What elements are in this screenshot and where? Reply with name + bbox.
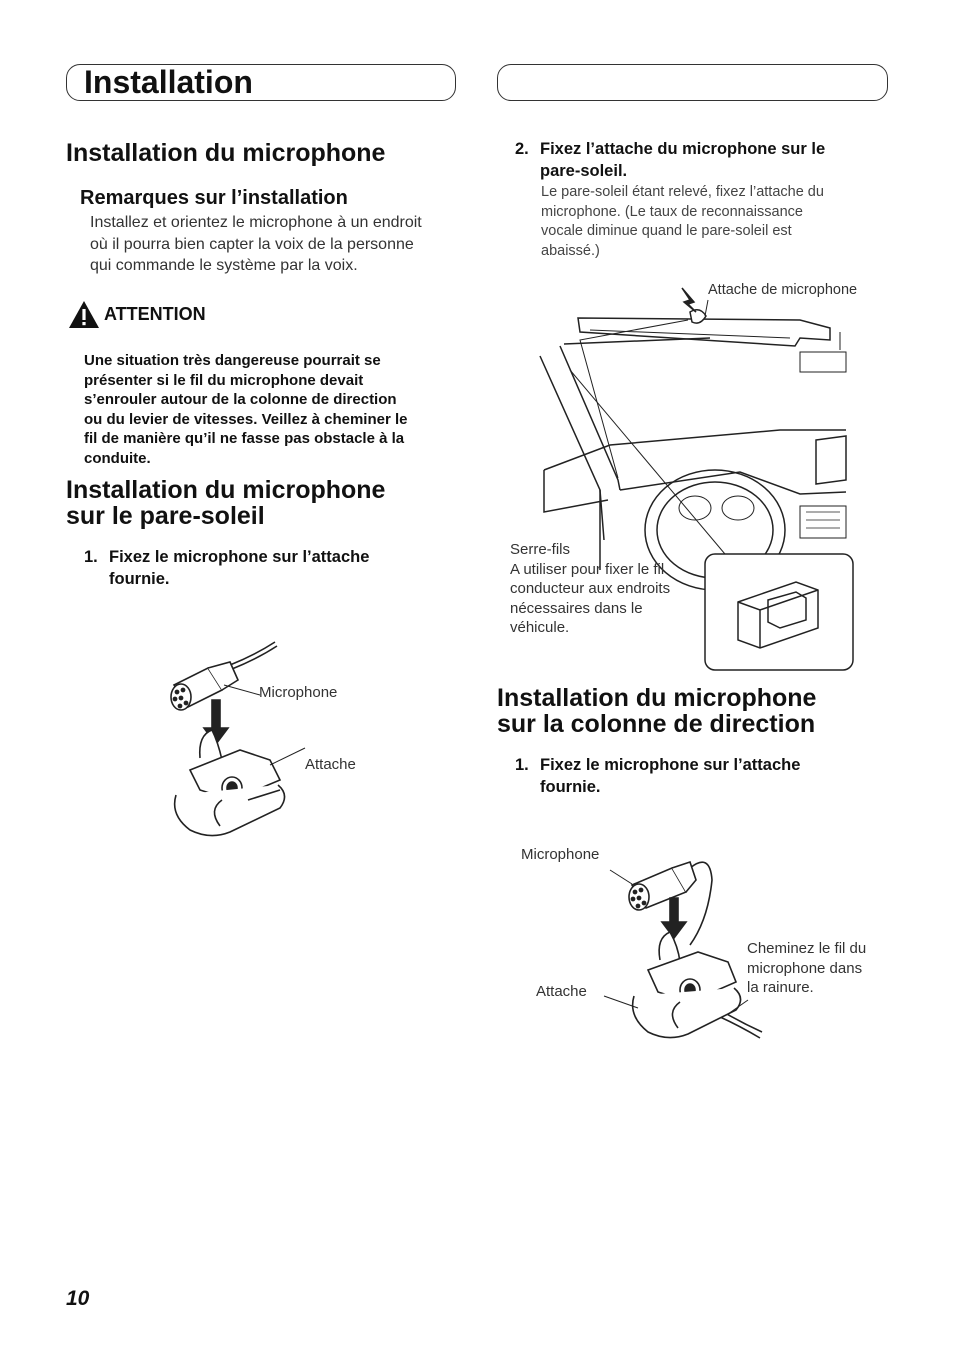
heading-visor-install: Installation du microphone sur le pare-soleil bbox=[66, 476, 386, 530]
step-2-visor: 2. Fixez l’attache du microphone sur le pare-soleil. bbox=[515, 140, 826, 180]
step-2-description: Le pare-soleil étant relevé, fixez l’attache du microphone. (Le taux de reconnaissance vocale diminue quand le pare-soleil est abaissé.) bbox=[541, 184, 824, 259]
fig1-label-attache: Attache bbox=[305, 756, 356, 773]
section-tab-empty bbox=[497, 64, 888, 101]
mic-clip-illustration bbox=[160, 630, 360, 850]
fig3-label-route-cable: Cheminez le fil du microphone dans la rainure. bbox=[747, 940, 867, 996]
subheading-install-notes: Remarques sur l’installation bbox=[80, 187, 348, 209]
fig2-label-serre-fils: Serre-fils A utiliser pour fixer le fil conducteur aux endroits nécessaires dans le véhicule. bbox=[510, 541, 671, 636]
fig3-label-microphone: Microphone bbox=[521, 846, 600, 863]
fig1-label-microphone: Microphone bbox=[259, 684, 338, 701]
fig3-label-attache: Attache bbox=[536, 983, 587, 1000]
step-1-visor: 1. Fixez le microphone sur l’attache fournie. bbox=[84, 548, 370, 588]
fig2-label-mic-clip: Attache de microphone bbox=[708, 282, 858, 298]
page-title: Installation bbox=[84, 64, 253, 100]
caution-text: Une situation très dangereuse pourrait se présenter si le fil du microphone devait s’enrouler autour de la colonne de direction ou du levier de vitesses. Veillez à cheminer le fil de manière qu’il ne fasse pas obstacle à la conduite. bbox=[84, 352, 408, 467]
caution-label: ATTENTION bbox=[104, 304, 206, 324]
page-number: 10 bbox=[66, 1287, 90, 1310]
warning-icon bbox=[68, 300, 100, 329]
heading-mic-install: Installation du microphone bbox=[66, 139, 386, 167]
heading-column-install: Installation du microphone sur la colonne de direction bbox=[497, 684, 817, 738]
install-notes-text: Installez et orientez le microphone à un endroit où il pourra bien capter la voix de la personne qui commande le système par la voix. bbox=[90, 214, 422, 274]
step-1-column: 1. Fixez le microphone sur l’attache fournie. bbox=[515, 756, 801, 796]
